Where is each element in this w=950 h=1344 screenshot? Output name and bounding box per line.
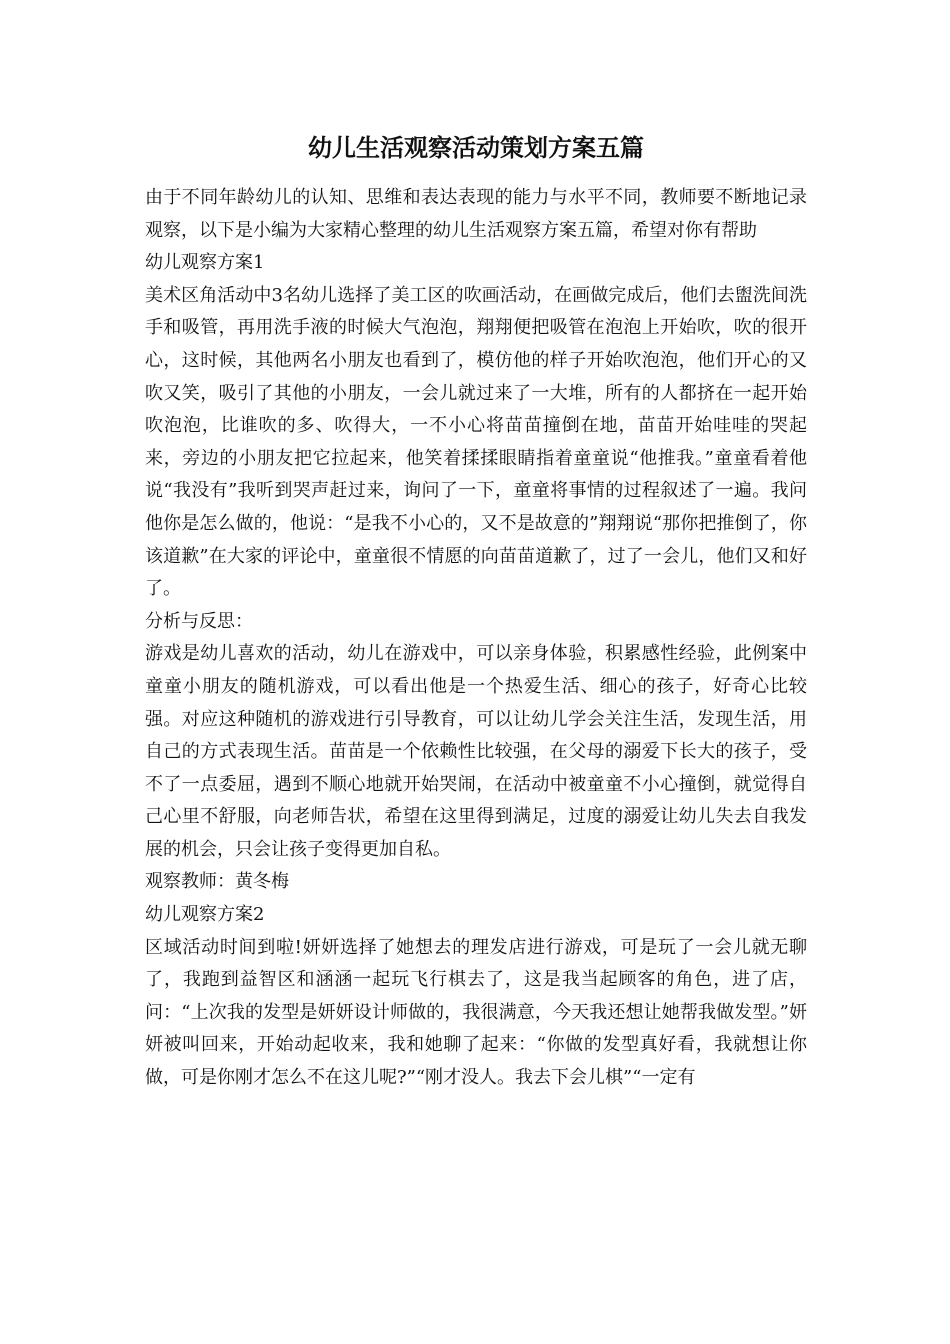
analysis-paragraph: 游戏是幼儿喜欢的活动，幼儿在游戏中，可以亲身体验，积累感性经验，此例案中童童小朋友的随机游戏，可以看出他是一个热爱生活、细心的孩子，好奇心比较强。对应这种随机的游戏进行引导教育，可以让幼儿学会关注生活，发现生活，用自己的方式表现生活。苗苗是一个依赖性比较强，在父母的溺爱下长大的孩子，受不了一点委屈，遇到不顺心地就开始哭闹，在活动中被童童不小心撞倒，就觉得自己心里不舒服，向老师告状，希望在这里得到满足，过度的溺爱让幼儿失去自我发展的机会，只会让孩子变得更加自私。	[145, 643, 807, 860]
section-heading-plan-1: 幼儿观察方案1	[145, 252, 265, 274]
document-title: 幼儿生活观察活动策划方案五篇	[308, 133, 644, 162]
observation-paragraph-1: 美术区角活动中3名幼儿选择了美工区的吹画活动，在画做完成后，他们去盥洗间洗手和吸管，再用洗手液的时候大气泡泡，翔翔便把吸管在泡泡上开始吹，吹的很开心，这时候，其他两名小朋友也看到了，模仿他的样子开始吹泡泡，他们开心的又吹又笑，吸引了其他的小朋友，一会儿就过来了一大堆，所有的人都挤在一起开始吹泡泡，比谁吹的多、吹得大，一不小心将苗苗撞倒在地，苗苗开始哇哇的哭起来，旁边的小朋友把它拉起来，他笑着揉揉眼睛指着童童说“他推我。”童童看着他说“我没有”我听到哭声赶过来，询问了一下，童童将事情的过程叙述了一遍。我问他你是怎么做的，他说：“是我不小心的，又不是故意的”翔翔说“那你把推倒了，你该道歉”在大家的评论中，童童很不情愿的向苗苗道歉了，过了一会儿，他们又和好了。	[145, 284, 807, 600]
document-page	[145, 128, 807, 1095]
section-heading-plan-2: 幼儿观察方案2	[145, 904, 265, 926]
observer-teacher: 观察教师：黄冬梅	[145, 871, 289, 893]
analysis-heading: 分析与反思：	[145, 610, 253, 632]
intro-paragraph: 由于不同年龄幼儿的认知、思维和表达表现的能力与水平不同，教师要不断地记录观察，以下是小编为大家精心整理的幼儿生活观察方案五篇，希望对你有帮助	[145, 187, 807, 241]
document-body	[145, 182, 807, 1095]
observation-paragraph-2: 区域活动时间到啦!妍妍选择了她想去的理发店进行游戏，可是玩了一会儿就无聊了，我跑到益智区和涵涵一起玩飞行棋去了，这是我当起顾客的角色，进了店，问：“上次我的发型是妍妍设计师做的，我很满意，今天我还想让她帮我做发型。”妍妍被叫回来，开始动起收来，我和她聊了起来：“你做的发型真好看，我就想让你做，可是你刚才怎么不在这儿呢?”“刚才没人。我去下会儿棋”“一定有	[145, 936, 807, 1089]
